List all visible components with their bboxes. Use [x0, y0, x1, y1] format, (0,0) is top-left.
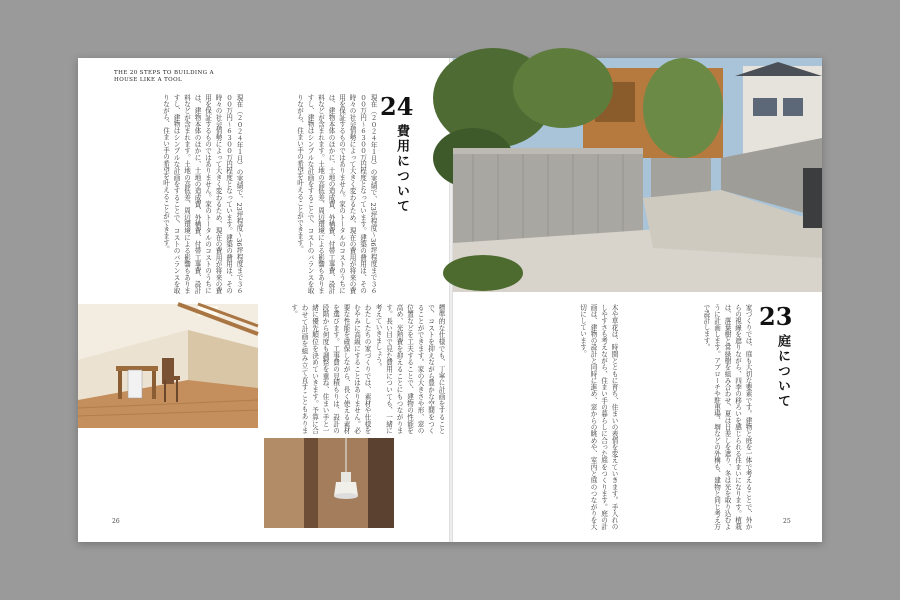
body-text-1: 家づくりでは、庭も大切な要素です。建物と庭を一体で考えることで、外からの視線を遮りながら、四季の移ろいを感じられる住まいになります。植栽は、落葉樹と常緑樹を組み合わせ、夏は日差しを遮り、冬は光を取り込むように計画します。アプローチや駐車場、塀などの外構も、建物と同じ考え方で設計します。 [702, 304, 752, 530]
body-text-2: 現在（２０２４年１月）の実績で、23坪程度〜36坪程度まで３６００万円〜６３００万円程度となっています。建築の費用は、その時々の社会情勢によって大きく変わるため、現在の費用が将来の費用を保証するものではありません。家のトータルのコストのうちには、建物本体のほかに、土地の造成費、外構費、付帯工事費、設計料などが含まれます。土地の高低差、周辺環境による影響もありますし、建物はシンプルな計画をすることで、コストのバランスを取りながら、住まい手の希望を叶えることができます。 [161, 94, 243, 294]
page-number: 25 [783, 518, 791, 525]
loft-room-photo [78, 304, 258, 428]
section-title: 庭について [775, 334, 790, 409]
body-text-1: 現在（２０２４年１月）の実績で、23坪程度〜36坪程度まで３６００万円〜６３００万円程度となっています。建築の費用は、その時々の社会情勢によって大きく変わるため、現在の費用が将来の費用を保証するものではありません。家のトータルのコストのうちには、建物本体のほかに、土地の造成費、外構費、付帯工事費、設計料などが含まれます。土地の高低差、周辺環境による影響もありますし、建物はシンプルな計画をすることで、コストのバランスを取りながら、住まい手の希望を叶えることができます。 [295, 94, 377, 294]
house-exterior-photo [453, 58, 822, 292]
body-text-2: 木や草花は、時間とともに育ち、住まいの表情を変えていきます。手入れのしやすさも考えながら、住まい手の暮らしに合った庭をつくります。庭の計画は、建物の設計と同時に進め、窓からの眺めや、室内と庭のつながりを大切にしています。 [578, 304, 618, 530]
body-text-4: 標準的な仕様でも、丁寧に計画をすることで、コストを抑えながら豊かな空間をつくることができます。家の大きさや形、窓の位置などを工夫することで、建物の性能を高め、光熱費を抑えることにもつながります。長い目で見た費用についても、一緒に考えていきましょう。 [374, 304, 445, 434]
right-page [453, 58, 822, 542]
section-number: 23 [759, 302, 793, 331]
pendant-lamp-photo [264, 438, 394, 528]
body-text-3: わたしたちの家づくりでは、素材や仕様をむやみに高級にすることはありません。必要な性能を確保しながら、長く使える素材を選びます。工事費の見積もりは、設計の段階から何度も調整を重ね、住まい手と一緒に優先順位を決めていきます。予算に合わせて計画を組み立て直すこともあります。 [289, 304, 371, 434]
section-title: 費用について [394, 124, 409, 214]
section-number: 24 [380, 92, 414, 121]
page-number: 26 [112, 518, 120, 525]
magazine-spread [78, 58, 822, 542]
series-title: THE 20 STEPS TO BUILDING A HOUSE LIKE A TOOL [114, 70, 214, 83]
left-page [78, 58, 449, 542]
